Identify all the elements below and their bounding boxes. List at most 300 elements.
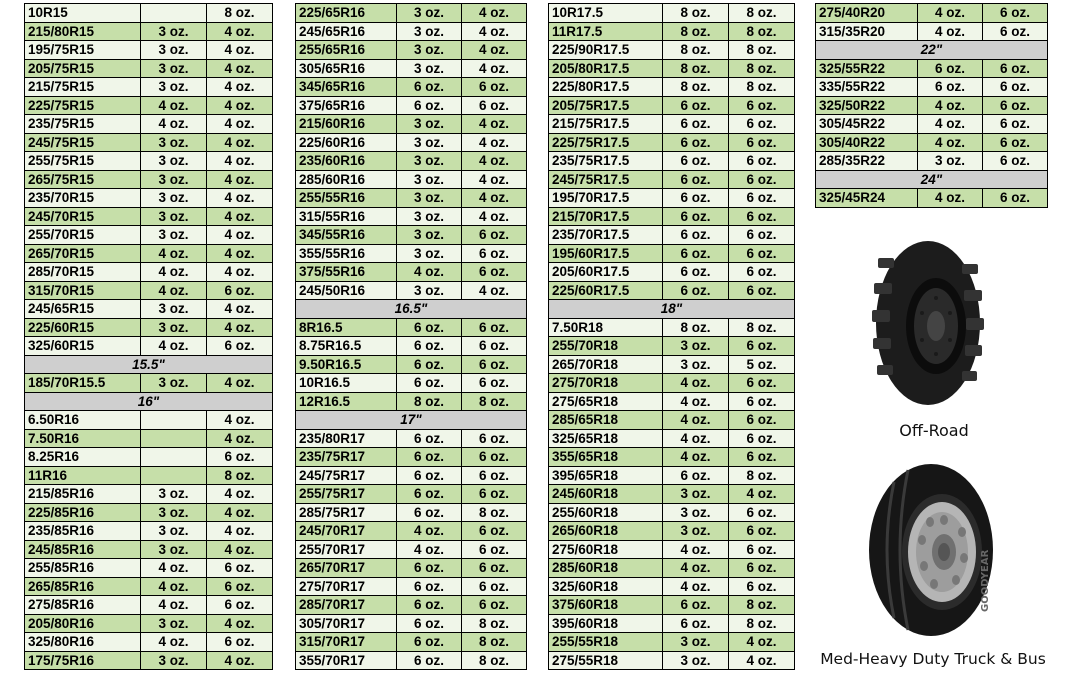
table-row	[25, 651, 273, 670]
tire-size-cell: 345/65R16	[296, 78, 397, 97]
tire-size-cell: 215/75R15	[25, 78, 141, 97]
weight-cell-2: 8 oz.	[462, 651, 527, 670]
tire-size-cell: 8.75R16.5	[296, 337, 397, 356]
weight-cell-2: 8 oz.	[729, 59, 795, 78]
weight-cell-2: 4 oz.	[462, 59, 527, 78]
table-row	[296, 226, 527, 245]
rim-size-header-row	[296, 300, 527, 319]
weight-cell-2: 4 oz.	[462, 281, 527, 300]
weight-cell-1: 4 oz.	[397, 522, 462, 541]
weight-cell-2: 4 oz.	[207, 152, 273, 171]
weight-cell-2: 6 oz.	[462, 448, 527, 467]
weight-cell-2: 8 oz.	[729, 614, 795, 633]
weight-cell-1: 6 oz.	[397, 651, 462, 670]
table-row	[296, 78, 527, 97]
weight-cell-1: 3 oz.	[397, 170, 462, 189]
table-row	[25, 281, 273, 300]
weight-cell-2: 6 oz.	[729, 96, 795, 115]
table-row	[816, 115, 1048, 134]
table-row	[25, 337, 273, 356]
tire-size-cell: 335/55R22	[816, 78, 918, 97]
table-row	[549, 337, 795, 356]
tire-size-cell: 235/75R15	[25, 115, 141, 134]
rim-size-header: 22"	[816, 41, 1048, 60]
table-row	[296, 429, 527, 448]
weight-cell-2: 6 oz.	[729, 226, 795, 245]
rim-size-header-row	[816, 41, 1048, 60]
weight-cell-1: 3 oz.	[141, 318, 207, 337]
weight-cell-1: 4 oz.	[663, 429, 729, 448]
weight-cell-1: 4 oz.	[918, 115, 983, 134]
rim-size-header-row	[25, 392, 273, 411]
table-row	[296, 355, 527, 374]
table-row	[296, 96, 527, 115]
rim-size-header: 18"	[549, 300, 795, 319]
tire-size-cell: 285/70R15	[25, 263, 141, 282]
table-row	[549, 318, 795, 337]
weight-cell-2: 4 oz.	[207, 244, 273, 263]
tire-size-cell: 10R16.5	[296, 374, 397, 393]
weight-cell-2: 4 oz.	[462, 41, 527, 60]
weight-cell-1: 6 oz.	[663, 170, 729, 189]
tire-size-cell: 11R16	[25, 466, 141, 485]
tire-size-cell: 285/70R17	[296, 596, 397, 615]
weight-cell-1: 6 oz.	[397, 374, 462, 393]
table-row	[296, 651, 527, 670]
tire-size-cell: 205/75R17.5	[549, 96, 663, 115]
truck-tire-image	[864, 462, 998, 638]
tire-size-table-1	[24, 3, 273, 670]
table-row	[296, 4, 527, 23]
weight-cell-1: 3 oz.	[918, 152, 983, 171]
tire-size-cell: 245/75R17	[296, 466, 397, 485]
weight-cell-2: 4 oz.	[462, 189, 527, 208]
weight-cell-2: 6 oz.	[462, 355, 527, 374]
weight-cell-1: 4 oz.	[663, 559, 729, 578]
weight-cell-2: 4 oz.	[207, 614, 273, 633]
tire-size-cell: 225/60R17.5	[549, 281, 663, 300]
tire-size-cell: 355/65R18	[549, 448, 663, 467]
table-row	[296, 596, 527, 615]
weight-cell-1: 3 oz.	[397, 244, 462, 263]
weight-cell-2: 6 oz.	[729, 152, 795, 171]
tire-size-cell: 11R17.5	[549, 22, 663, 41]
weight-cell-2: 6 oz.	[462, 96, 527, 115]
weight-cell-1	[141, 411, 207, 430]
table-row	[816, 59, 1048, 78]
tire-size-cell: 195/75R15	[25, 41, 141, 60]
weight-cell-2: 4 oz.	[207, 522, 273, 541]
weight-cell-2: 6 oz.	[983, 59, 1048, 78]
weight-cell-1: 6 oz.	[397, 485, 462, 504]
tire-size-cell: 215/80R15	[25, 22, 141, 41]
tire-size-cell: 235/85R16	[25, 522, 141, 541]
weight-cell-2: 6 oz.	[983, 152, 1048, 171]
rim-size-header-row	[816, 170, 1048, 189]
weight-cell-1: 6 oz.	[397, 448, 462, 467]
weight-cell-1: 4 oz.	[397, 263, 462, 282]
tire-size-cell: 265/70R15	[25, 244, 141, 263]
weight-cell-1: 3 oz.	[141, 22, 207, 41]
tire-size-cell: 265/85R16	[25, 577, 141, 596]
weight-cell-2: 6 oz.	[207, 337, 273, 356]
tire-size-cell: 245/65R15	[25, 300, 141, 319]
tire-size-cell: 325/50R22	[816, 96, 918, 115]
weight-cell-2: 6 oz.	[207, 559, 273, 578]
table-row	[25, 466, 273, 485]
tire-size-cell: 395/60R18	[549, 614, 663, 633]
tire-size-cell: 9.50R16.5	[296, 355, 397, 374]
weight-cell-2: 4 oz.	[207, 485, 273, 504]
table-row	[549, 485, 795, 504]
tire-size-table-3	[548, 3, 795, 670]
table-row	[296, 466, 527, 485]
table-row	[296, 189, 527, 208]
table-row	[25, 540, 273, 559]
tire-size-cell: 215/85R16	[25, 485, 141, 504]
weight-cell-1: 6 oz.	[663, 263, 729, 282]
weight-cell-1: 4 oz.	[141, 633, 207, 652]
weight-cell-1: 6 oz.	[663, 226, 729, 245]
table-row	[296, 22, 527, 41]
weight-cell-2: 6 oz.	[462, 596, 527, 615]
rim-size-header: 16"	[25, 392, 273, 411]
weight-cell-1: 3 oz.	[663, 633, 729, 652]
weight-cell-2: 6 oz.	[462, 466, 527, 485]
tire-size-cell: 215/70R17.5	[549, 207, 663, 226]
tire-size-cell: 315/35R20	[816, 22, 918, 41]
weight-cell-2: 8 oz.	[462, 633, 527, 652]
weight-cell-2: 8 oz.	[729, 78, 795, 97]
weight-cell-1: 3 oz.	[663, 651, 729, 670]
weight-cell-1: 4 oz.	[663, 577, 729, 596]
weight-cell-2: 6 oz.	[462, 374, 527, 393]
tire-size-cell: 205/60R17.5	[549, 263, 663, 282]
tire-size-cell: 255/85R16	[25, 559, 141, 578]
table-row	[296, 522, 527, 541]
table-row	[549, 189, 795, 208]
weight-cell-2: 4 oz.	[207, 170, 273, 189]
table-row	[25, 207, 273, 226]
table-row	[296, 633, 527, 652]
truck-caption: Med-Heavy Duty Truck & Bus	[820, 650, 1046, 668]
weight-cell-2: 6 oz.	[729, 577, 795, 596]
table-row	[296, 263, 527, 282]
tire-size-cell: 225/75R17.5	[549, 133, 663, 152]
weight-cell-1: 3 oz.	[141, 522, 207, 541]
weight-cell-2: 6 oz.	[729, 244, 795, 263]
weight-cell-1: 6 oz.	[663, 466, 729, 485]
weight-cell-1: 6 oz.	[663, 244, 729, 263]
weight-cell-1: 6 oz.	[918, 59, 983, 78]
weight-cell-2: 6 oz.	[462, 78, 527, 97]
weight-cell-1: 6 oz.	[397, 559, 462, 578]
weight-cell-2: 6 oz.	[207, 281, 273, 300]
tire-size-cell: 355/55R16	[296, 244, 397, 263]
tire-size-cell: 245/65R16	[296, 22, 397, 41]
table-row	[296, 318, 527, 337]
tire-size-cell: 325/80R16	[25, 633, 141, 652]
weight-cell-2: 6 oz.	[207, 577, 273, 596]
weight-cell-2: 8 oz.	[207, 466, 273, 485]
rim-size-header-row	[549, 300, 795, 319]
weight-cell-2: 6 oz.	[462, 577, 527, 596]
weight-cell-1: 4 oz.	[918, 96, 983, 115]
weight-cell-1: 6 oz.	[397, 466, 462, 485]
tire-size-cell: 285/60R16	[296, 170, 397, 189]
tire-size-cell: 235/80R17	[296, 429, 397, 448]
weight-cell-2: 8 oz.	[462, 503, 527, 522]
weight-cell-2: 6 oz.	[462, 226, 527, 245]
weight-cell-2: 4 oz.	[462, 4, 527, 23]
table-row	[549, 559, 795, 578]
weight-cell-2: 4 oz.	[207, 374, 273, 393]
table-row	[549, 152, 795, 171]
table-row	[816, 96, 1048, 115]
table-row	[25, 115, 273, 134]
weight-cell-1: 6 oz.	[663, 207, 729, 226]
weight-cell-2: 4 oz.	[462, 207, 527, 226]
weight-cell-2: 6 oz.	[462, 522, 527, 541]
weight-cell-2: 8 oz.	[462, 614, 527, 633]
table-row	[25, 4, 273, 23]
weight-cell-1: 3 oz.	[397, 133, 462, 152]
weight-cell-1: 6 oz.	[663, 115, 729, 134]
table-row	[549, 4, 795, 23]
tire-size-cell: 245/75R15	[25, 133, 141, 152]
weight-cell-2: 8 oz.	[729, 466, 795, 485]
weight-cell-1: 3 oz.	[141, 78, 207, 97]
tire-size-cell: 275/55R18	[549, 651, 663, 670]
weight-cell-1: 4 oz.	[141, 577, 207, 596]
weight-cell-2: 4 oz.	[462, 133, 527, 152]
weight-cell-2: 4 oz.	[729, 485, 795, 504]
weight-cell-2: 6 oz.	[983, 22, 1048, 41]
tire-size-cell: 275/65R18	[549, 392, 663, 411]
weight-cell-2: 6 oz.	[983, 133, 1048, 152]
table-row	[25, 78, 273, 97]
table-row	[25, 170, 273, 189]
weight-cell-1: 8 oz.	[663, 78, 729, 97]
weight-cell-1: 3 oz.	[397, 115, 462, 134]
table-row	[549, 41, 795, 60]
weight-cell-2: 8 oz.	[462, 392, 527, 411]
table-row	[549, 115, 795, 134]
tire-size-table-4	[815, 3, 1048, 208]
weight-cell-2: 8 oz.	[729, 41, 795, 60]
tire-size-cell: 225/60R16	[296, 133, 397, 152]
table-row	[549, 96, 795, 115]
table-row	[549, 281, 795, 300]
table-row	[296, 540, 527, 559]
weight-cell-2: 4 oz.	[729, 651, 795, 670]
tire-size-cell: 225/65R16	[296, 4, 397, 23]
table-row	[549, 263, 795, 282]
weight-cell-1: 6 oz.	[663, 152, 729, 171]
tire-size-cell: 225/60R15	[25, 318, 141, 337]
table-row	[816, 133, 1048, 152]
weight-cell-1: 3 oz.	[397, 189, 462, 208]
tire-size-cell: 245/70R15	[25, 207, 141, 226]
weight-cell-1: 3 oz.	[141, 374, 207, 393]
tire-size-table-2	[295, 3, 527, 670]
table-row	[296, 207, 527, 226]
tire-size-cell: 255/65R16	[296, 41, 397, 60]
table-row	[296, 392, 527, 411]
weight-cell-2: 6 oz.	[729, 559, 795, 578]
weight-cell-2: 6 oz.	[983, 4, 1048, 23]
weight-cell-2: 4 oz.	[207, 189, 273, 208]
weight-cell-2: 6 oz.	[983, 96, 1048, 115]
table-row	[296, 485, 527, 504]
weight-cell-1: 3 oz.	[141, 540, 207, 559]
weight-cell-2: 4 oz.	[207, 300, 273, 319]
rim-size-header: 17"	[296, 411, 527, 430]
table-row	[549, 244, 795, 263]
tire-size-cell: 245/85R16	[25, 540, 141, 559]
tire-size-cell: 375/60R18	[549, 596, 663, 615]
table-row	[296, 559, 527, 578]
weight-cell-2: 6 oz.	[729, 115, 795, 134]
weight-cell-1: 3 oz.	[141, 485, 207, 504]
tire-size-cell: 235/70R17.5	[549, 226, 663, 245]
weight-cell-1: 3 oz.	[397, 207, 462, 226]
tire-size-cell: 245/75R17.5	[549, 170, 663, 189]
weight-cell-1: 8 oz.	[663, 22, 729, 41]
weight-cell-1: 4 oz.	[141, 263, 207, 282]
table-row	[549, 22, 795, 41]
weight-cell-1: 3 oz.	[663, 522, 729, 541]
weight-cell-1: 4 oz.	[663, 540, 729, 559]
table-row	[25, 133, 273, 152]
table-row	[549, 392, 795, 411]
weight-cell-1: 4 oz.	[663, 448, 729, 467]
weight-cell-1: 3 oz.	[663, 503, 729, 522]
weight-cell-2: 4 oz.	[207, 96, 273, 115]
tire-size-cell: 6.50R16	[25, 411, 141, 430]
weight-cell-2: 6 oz.	[462, 244, 527, 263]
table-row	[549, 78, 795, 97]
tire-size-cell: 315/55R16	[296, 207, 397, 226]
weight-cell-2: 6 oz.	[729, 133, 795, 152]
tire-size-cell: 305/45R22	[816, 115, 918, 134]
table-row	[25, 448, 273, 467]
table-row	[549, 59, 795, 78]
table-row	[296, 577, 527, 596]
table-row	[549, 207, 795, 226]
tire-size-cell: 12R16.5	[296, 392, 397, 411]
weight-cell-2: 4 oz.	[462, 170, 527, 189]
weight-cell-1: 6 oz.	[397, 429, 462, 448]
tire-size-cell: 7.50R16	[25, 429, 141, 448]
weight-cell-1: 3 oz.	[663, 337, 729, 356]
weight-cell-1: 4 oz.	[141, 115, 207, 134]
table-row	[549, 503, 795, 522]
weight-cell-1: 3 oz.	[397, 4, 462, 23]
table-row	[549, 577, 795, 596]
table-row	[25, 485, 273, 504]
table-row	[25, 577, 273, 596]
tire-size-cell: 265/70R17	[296, 559, 397, 578]
table-row	[25, 300, 273, 319]
tire-size-cell: 325/60R15	[25, 337, 141, 356]
weight-cell-1: 3 oz.	[141, 207, 207, 226]
table-row	[816, 78, 1048, 97]
tire-size-cell: 395/65R18	[549, 466, 663, 485]
tire-size-cell: 345/55R16	[296, 226, 397, 245]
tire-size-cell: 255/70R17	[296, 540, 397, 559]
weight-cell-2: 6 oz.	[729, 522, 795, 541]
table-row	[25, 596, 273, 615]
tire-size-cell: 205/80R16	[25, 614, 141, 633]
table-row	[25, 41, 273, 60]
table-row	[296, 133, 527, 152]
offroad-tire-image	[868, 238, 988, 408]
weight-cell-2: 4 oz.	[207, 59, 273, 78]
weight-cell-1: 3 oz.	[141, 189, 207, 208]
table-row	[25, 411, 273, 430]
weight-cell-2: 4 oz.	[207, 115, 273, 134]
weight-cell-1	[141, 4, 207, 23]
weight-cell-2: 4 oz.	[207, 41, 273, 60]
table-row	[296, 59, 527, 78]
weight-cell-1: 6 oz.	[397, 596, 462, 615]
weight-cell-2: 8 oz.	[729, 22, 795, 41]
weight-cell-1: 4 oz.	[918, 22, 983, 41]
tire-size-cell: 245/50R16	[296, 281, 397, 300]
tire-size-cell: 315/70R17	[296, 633, 397, 652]
table-row	[549, 466, 795, 485]
tire-size-cell: 285/75R17	[296, 503, 397, 522]
weight-cell-1: 6 oz.	[397, 614, 462, 633]
weight-cell-1: 6 oz.	[663, 614, 729, 633]
table-row	[296, 503, 527, 522]
tire-size-cell: 275/85R16	[25, 596, 141, 615]
truck-tire-brand-text: GOODYEAR	[980, 549, 991, 612]
tire-size-cell: 205/80R17.5	[549, 59, 663, 78]
weight-cell-1: 6 oz.	[663, 596, 729, 615]
table-row	[549, 596, 795, 615]
tire-size-cell: 325/55R22	[816, 59, 918, 78]
weight-cell-2: 6 oz.	[729, 411, 795, 430]
tire-size-cell: 245/70R17	[296, 522, 397, 541]
weight-cell-2: 6 oz.	[462, 485, 527, 504]
tire-size-cell: 255/75R17	[296, 485, 397, 504]
weight-cell-2: 6 oz.	[462, 337, 527, 356]
weight-cell-1: 3 oz.	[663, 355, 729, 374]
weight-cell-1: 8 oz.	[663, 318, 729, 337]
table-row	[25, 96, 273, 115]
weight-cell-2: 4 oz.	[207, 78, 273, 97]
weight-cell-1: 6 oz.	[663, 281, 729, 300]
weight-cell-2: 4 oz.	[207, 429, 273, 448]
weight-cell-2: 8 oz.	[207, 4, 273, 23]
tire-size-cell: 195/70R17.5	[549, 189, 663, 208]
tire-size-cell: 185/70R15.5	[25, 374, 141, 393]
tire-size-cell: 235/70R15	[25, 189, 141, 208]
tire-size-cell: 245/60R18	[549, 485, 663, 504]
weight-cell-1: 8 oz.	[397, 392, 462, 411]
table-row	[549, 411, 795, 430]
tire-size-cell: 375/65R16	[296, 96, 397, 115]
weight-cell-2: 4 oz.	[207, 263, 273, 282]
weight-cell-2: 4 oz.	[207, 411, 273, 430]
weight-cell-2: 6 oz.	[207, 596, 273, 615]
tire-size-cell: 305/65R16	[296, 59, 397, 78]
tire-size-cell: 325/65R18	[549, 429, 663, 448]
weight-cell-1: 3 oz.	[397, 281, 462, 300]
tire-size-cell: 8.25R16	[25, 448, 141, 467]
